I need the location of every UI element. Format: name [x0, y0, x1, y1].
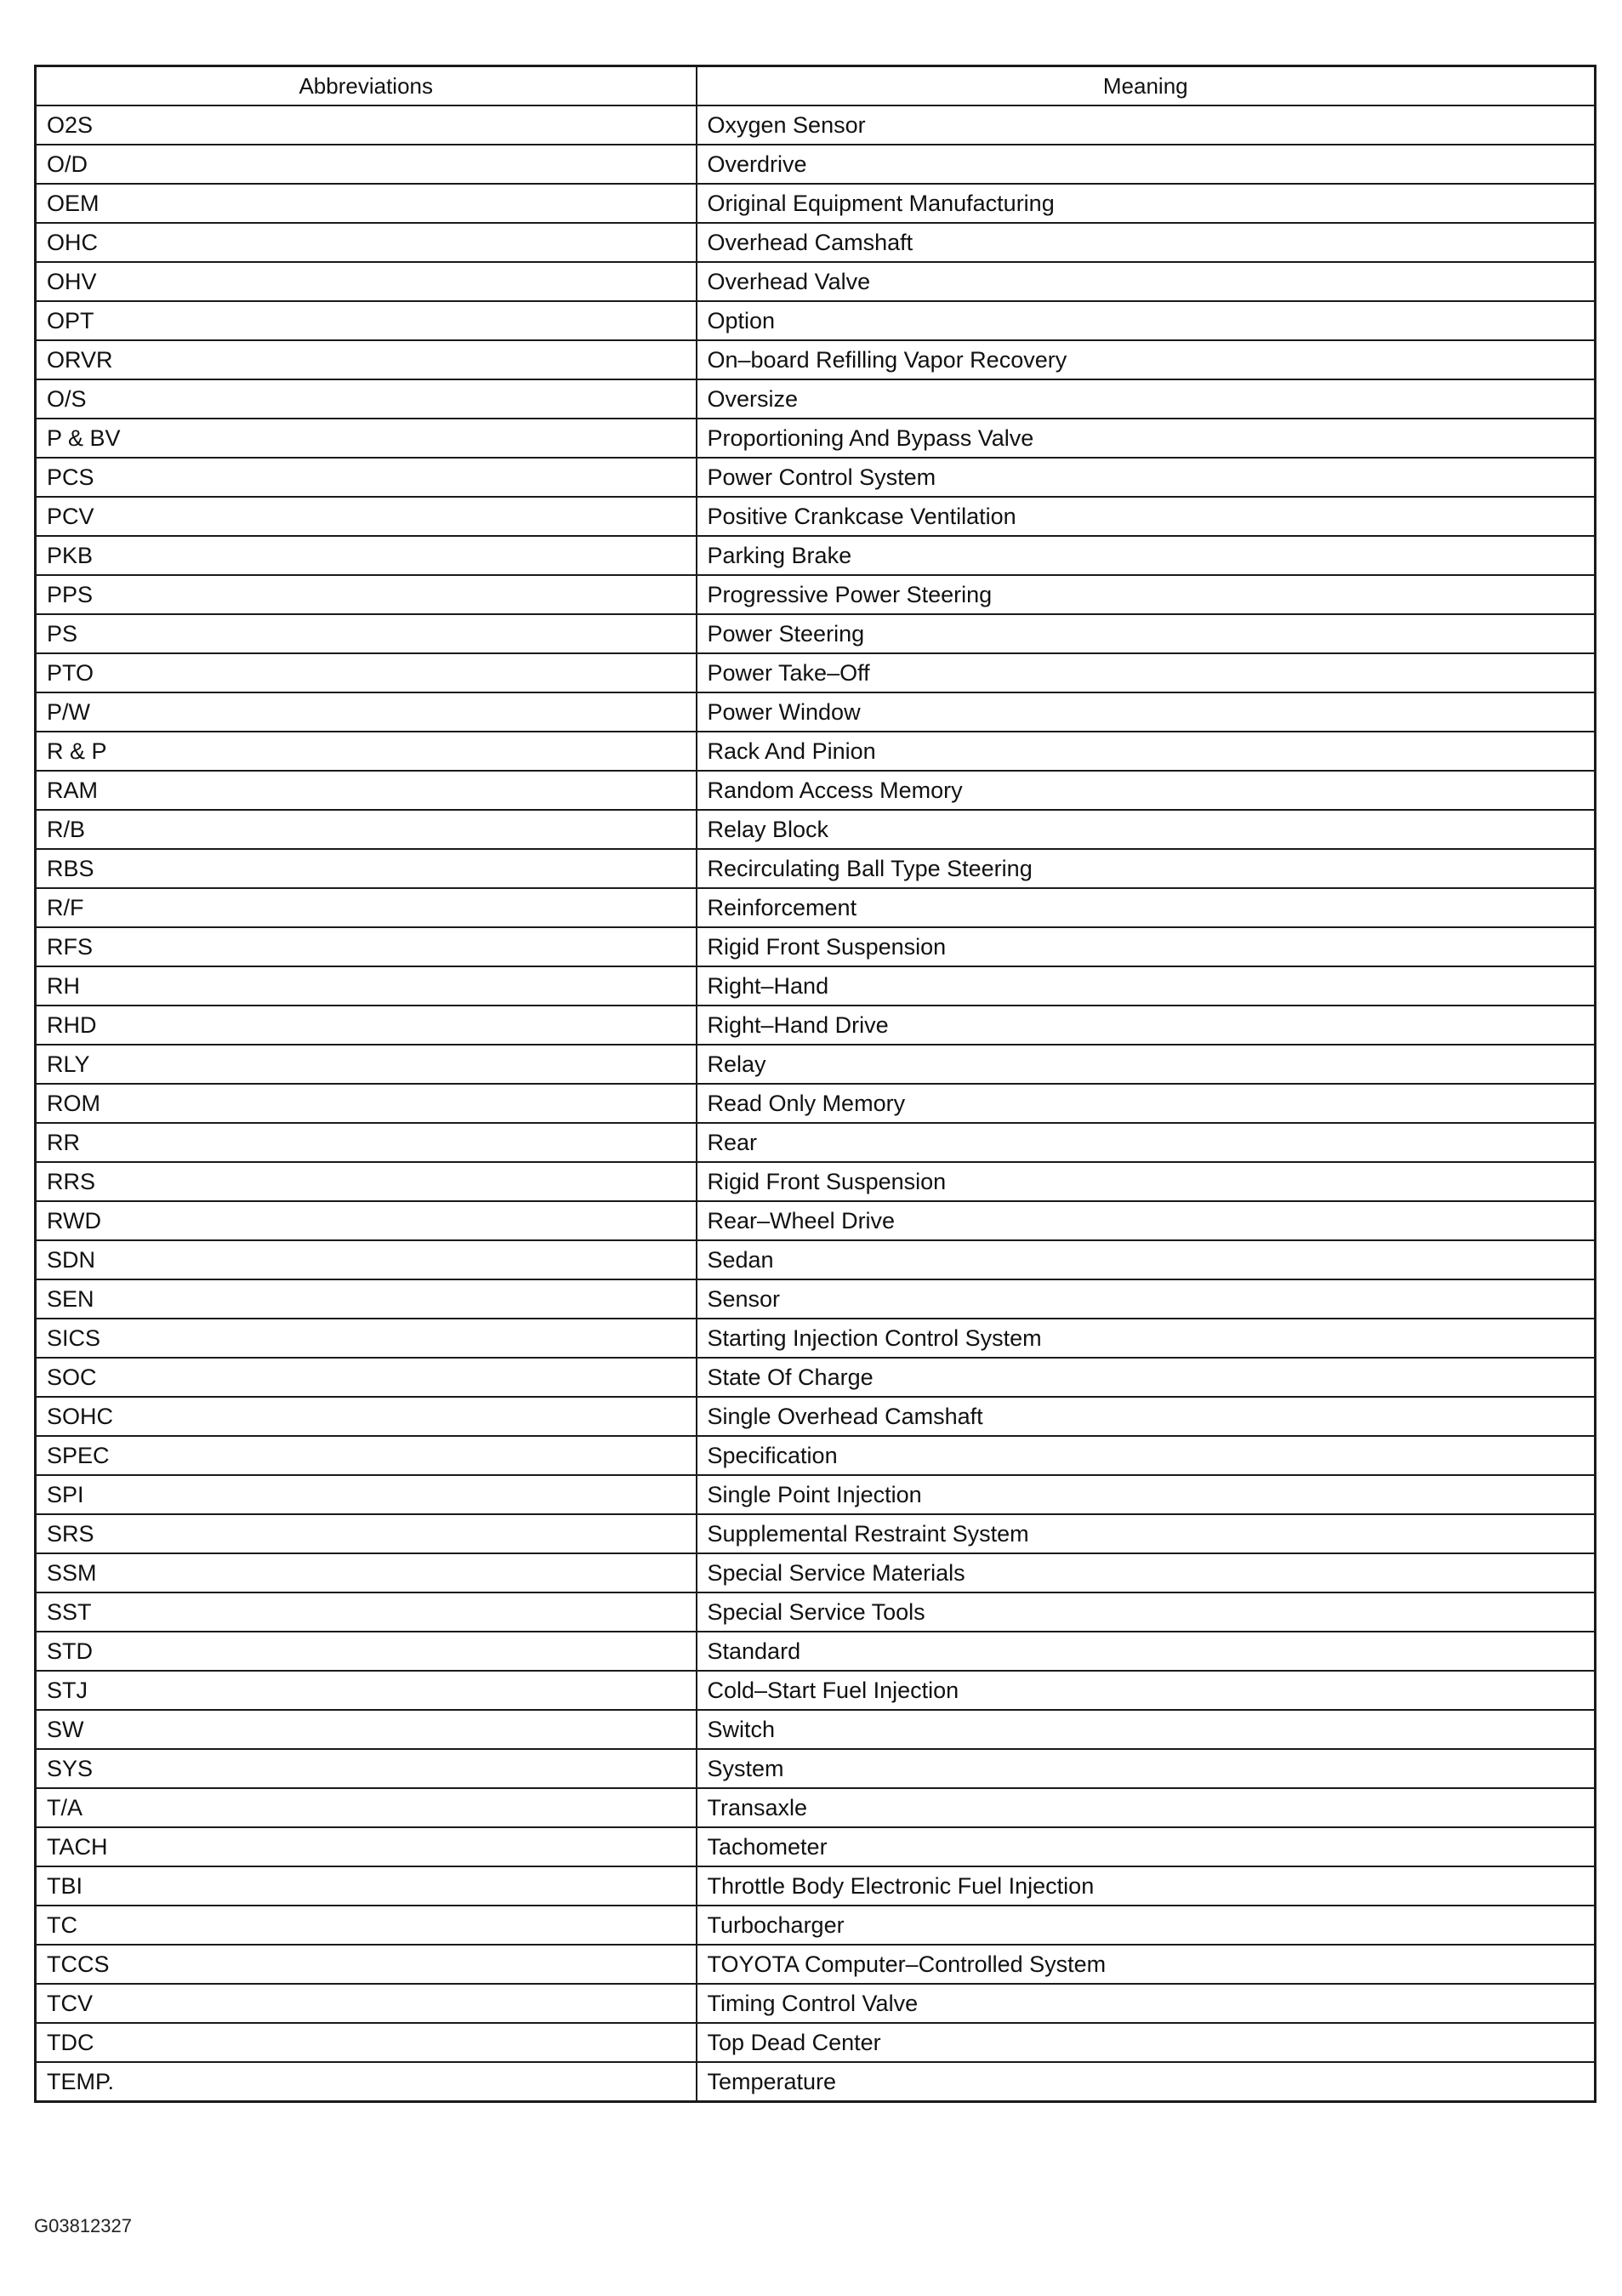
- meaning-cell: Starting Injection Control System: [697, 1319, 1596, 1358]
- meaning-cell: Sensor: [697, 1279, 1596, 1319]
- abbreviation-cell: R/B: [36, 810, 697, 849]
- meaning-cell: Temperature: [697, 2062, 1596, 2102]
- table-row: [36, 1279, 1596, 1319]
- table-row: [36, 692, 1596, 732]
- table-row: [36, 1084, 1596, 1123]
- table-row: [36, 379, 1596, 419]
- meaning-cell: Overhead Camshaft: [697, 223, 1596, 262]
- table-row: [36, 419, 1596, 458]
- abbreviation-cell: PTO: [36, 653, 697, 692]
- table-header-row: [36, 66, 1596, 106]
- abbreviation-cell: TCV: [36, 1984, 697, 2023]
- abbreviation-cell: OHV: [36, 262, 697, 301]
- abbreviation-cell: P/W: [36, 692, 697, 732]
- meaning-cell: Top Dead Center: [697, 2023, 1596, 2062]
- table-row: [36, 653, 1596, 692]
- table-row: [36, 966, 1596, 1006]
- meaning-cell: Standard: [697, 1632, 1596, 1671]
- abbreviation-cell: ROM: [36, 1084, 697, 1123]
- table-row: [36, 301, 1596, 340]
- abbreviation-cell: PCV: [36, 497, 697, 536]
- meaning-cell: Tachometer: [697, 1827, 1596, 1866]
- abbreviation-cell: STJ: [36, 1671, 697, 1710]
- abbreviation-cell: SICS: [36, 1319, 697, 1358]
- table-row: [36, 1788, 1596, 1827]
- meaning-cell: Timing Control Valve: [697, 1984, 1596, 2023]
- abbreviations-column-header: Abbreviations: [36, 66, 697, 106]
- table-row: [36, 1358, 1596, 1397]
- meaning-cell: Switch: [697, 1710, 1596, 1749]
- meaning-cell: Random Access Memory: [697, 771, 1596, 810]
- abbreviation-cell: RRS: [36, 1162, 697, 1201]
- table-row: [36, 1906, 1596, 1945]
- meaning-cell: Supplemental Restraint System: [697, 1514, 1596, 1553]
- table-row: [36, 1319, 1596, 1358]
- table-row: [36, 1749, 1596, 1788]
- abbreviations-table: [34, 65, 1596, 2103]
- meaning-cell: Progressive Power Steering: [697, 575, 1596, 614]
- abbreviation-cell: TEMP.: [36, 2062, 697, 2102]
- table-row: [36, 145, 1596, 184]
- abbreviation-cell: R & P: [36, 732, 697, 771]
- table-row: [36, 1632, 1596, 1671]
- table-row: [36, 1984, 1596, 2023]
- table-row: [36, 105, 1596, 145]
- abbreviation-cell: STD: [36, 1632, 697, 1671]
- table-row: [36, 2062, 1596, 2102]
- meaning-cell: Single Overhead Camshaft: [697, 1397, 1596, 1436]
- table-row: [36, 575, 1596, 614]
- abbreviation-cell: O2S: [36, 105, 697, 145]
- table-row: [36, 184, 1596, 223]
- abbreviation-cell: SDN: [36, 1240, 697, 1279]
- meaning-cell: Specification: [697, 1436, 1596, 1475]
- abbreviation-cell: PS: [36, 614, 697, 653]
- table-row: [36, 1475, 1596, 1514]
- meaning-cell: Recirculating Ball Type Steering: [697, 849, 1596, 888]
- table-row: [36, 810, 1596, 849]
- meaning-cell: Power Window: [697, 692, 1596, 732]
- table-row: [36, 536, 1596, 575]
- table-row: [36, 262, 1596, 301]
- table-row: [36, 1514, 1596, 1553]
- table-row: [36, 1592, 1596, 1632]
- abbreviation-cell: SST: [36, 1592, 697, 1632]
- table-row: [36, 1710, 1596, 1749]
- table-row: [36, 458, 1596, 497]
- abbreviation-cell: T/A: [36, 1788, 697, 1827]
- table-row: [36, 1553, 1596, 1592]
- table-row: [36, 1123, 1596, 1162]
- meaning-cell: Oxygen Sensor: [697, 105, 1596, 145]
- meaning-cell: Power Steering: [697, 614, 1596, 653]
- abbreviation-cell: R/F: [36, 888, 697, 927]
- meaning-cell: Rear–Wheel Drive: [697, 1201, 1596, 1240]
- meaning-cell: Power Control System: [697, 458, 1596, 497]
- meaning-cell: Turbocharger: [697, 1906, 1596, 1945]
- meaning-cell: TOYOTA Computer–Controlled System: [697, 1945, 1596, 1984]
- abbreviation-cell: PPS: [36, 575, 697, 614]
- table-row: [36, 223, 1596, 262]
- table-row: [36, 497, 1596, 536]
- abbreviation-cell: RHD: [36, 1006, 697, 1045]
- table-row: [36, 927, 1596, 966]
- abbreviation-cell: PKB: [36, 536, 697, 575]
- meaning-cell: Rack And Pinion: [697, 732, 1596, 771]
- abbreviation-cell: OPT: [36, 301, 697, 340]
- meaning-cell: Power Take–Off: [697, 653, 1596, 692]
- abbreviation-cell: SPEC: [36, 1436, 697, 1475]
- meaning-cell: Special Service Materials: [697, 1553, 1596, 1592]
- meaning-cell: Special Service Tools: [697, 1592, 1596, 1632]
- abbreviation-cell: O/S: [36, 379, 697, 419]
- meaning-cell: Overhead Valve: [697, 262, 1596, 301]
- abbreviation-cell: P & BV: [36, 419, 697, 458]
- abbreviation-cell: SSM: [36, 1553, 697, 1592]
- meaning-column-header: Meaning: [697, 66, 1596, 106]
- meaning-cell: System: [697, 1749, 1596, 1788]
- meaning-cell: Original Equipment Manufacturing: [697, 184, 1596, 223]
- table-row: [36, 1162, 1596, 1201]
- abbreviation-cell: SYS: [36, 1749, 697, 1788]
- abbreviation-cell: OEM: [36, 184, 697, 223]
- meaning-cell: Reinforcement: [697, 888, 1596, 927]
- abbreviation-cell: SPI: [36, 1475, 697, 1514]
- meaning-cell: Oversize: [697, 379, 1596, 419]
- meaning-cell: Cold–Start Fuel Injection: [697, 1671, 1596, 1710]
- abbreviation-cell: SEN: [36, 1279, 697, 1319]
- abbreviation-cell: PCS: [36, 458, 697, 497]
- meaning-cell: Right–Hand Drive: [697, 1006, 1596, 1045]
- abbreviation-cell: TBI: [36, 1866, 697, 1906]
- abbreviation-cell: RFS: [36, 927, 697, 966]
- table-row: [36, 1866, 1596, 1906]
- abbreviation-cell: TC: [36, 1906, 697, 1945]
- table-row: [36, 888, 1596, 927]
- meaning-cell: Relay Block: [697, 810, 1596, 849]
- table-row: [36, 1671, 1596, 1710]
- table-row: [36, 771, 1596, 810]
- table-row: [36, 849, 1596, 888]
- abbreviation-cell: RLY: [36, 1045, 697, 1084]
- table-row: [36, 1006, 1596, 1045]
- table-row: [36, 1436, 1596, 1475]
- meaning-cell: State Of Charge: [697, 1358, 1596, 1397]
- meaning-cell: Sedan: [697, 1240, 1596, 1279]
- meaning-cell: Rigid Front Suspension: [697, 1162, 1596, 1201]
- abbreviation-cell: TCCS: [36, 1945, 697, 1984]
- table-row: [36, 614, 1596, 653]
- meaning-cell: Read Only Memory: [697, 1084, 1596, 1123]
- table-row: [36, 2023, 1596, 2062]
- meaning-cell: Rigid Front Suspension: [697, 927, 1596, 966]
- abbreviation-cell: O/D: [36, 145, 697, 184]
- abbreviation-cell: SW: [36, 1710, 697, 1749]
- table-row: [36, 1827, 1596, 1866]
- abbreviation-cell: TACH: [36, 1827, 697, 1866]
- abbreviation-cell: SOHC: [36, 1397, 697, 1436]
- table-row: [36, 1240, 1596, 1279]
- table-row: [36, 1945, 1596, 1984]
- meaning-cell: Parking Brake: [697, 536, 1596, 575]
- meaning-cell: Transaxle: [697, 1788, 1596, 1827]
- abbreviation-cell: RBS: [36, 849, 697, 888]
- meaning-cell: Single Point Injection: [697, 1475, 1596, 1514]
- abbreviation-cell: SOC: [36, 1358, 697, 1397]
- table-body: [36, 105, 1596, 2102]
- meaning-cell: Throttle Body Electronic Fuel Injection: [697, 1866, 1596, 1906]
- meaning-cell: Relay: [697, 1045, 1596, 1084]
- meaning-cell: Proportioning And Bypass Valve: [697, 419, 1596, 458]
- abbreviation-cell: RAM: [36, 771, 697, 810]
- meaning-cell: On–board Refilling Vapor Recovery: [697, 340, 1596, 379]
- abbreviation-cell: TDC: [36, 2023, 697, 2062]
- table-row: [36, 1045, 1596, 1084]
- table-row: [36, 1397, 1596, 1436]
- table-row: [36, 732, 1596, 771]
- abbreviation-cell: ORVR: [36, 340, 697, 379]
- abbreviation-cell: SRS: [36, 1514, 697, 1553]
- abbreviation-cell: RH: [36, 966, 697, 1006]
- meaning-cell: Overdrive: [697, 145, 1596, 184]
- table-row: [36, 340, 1596, 379]
- meaning-cell: Positive Crankcase Ventilation: [697, 497, 1596, 536]
- abbreviation-cell: RR: [36, 1123, 697, 1162]
- meaning-cell: Rear: [697, 1123, 1596, 1162]
- abbreviation-cell: OHC: [36, 223, 697, 262]
- table-row: [36, 1201, 1596, 1240]
- abbreviation-cell: RWD: [36, 1201, 697, 1240]
- figure-code: G03812327: [34, 2215, 132, 2236]
- meaning-cell: Option: [697, 301, 1596, 340]
- meaning-cell: Right–Hand: [697, 966, 1596, 1006]
